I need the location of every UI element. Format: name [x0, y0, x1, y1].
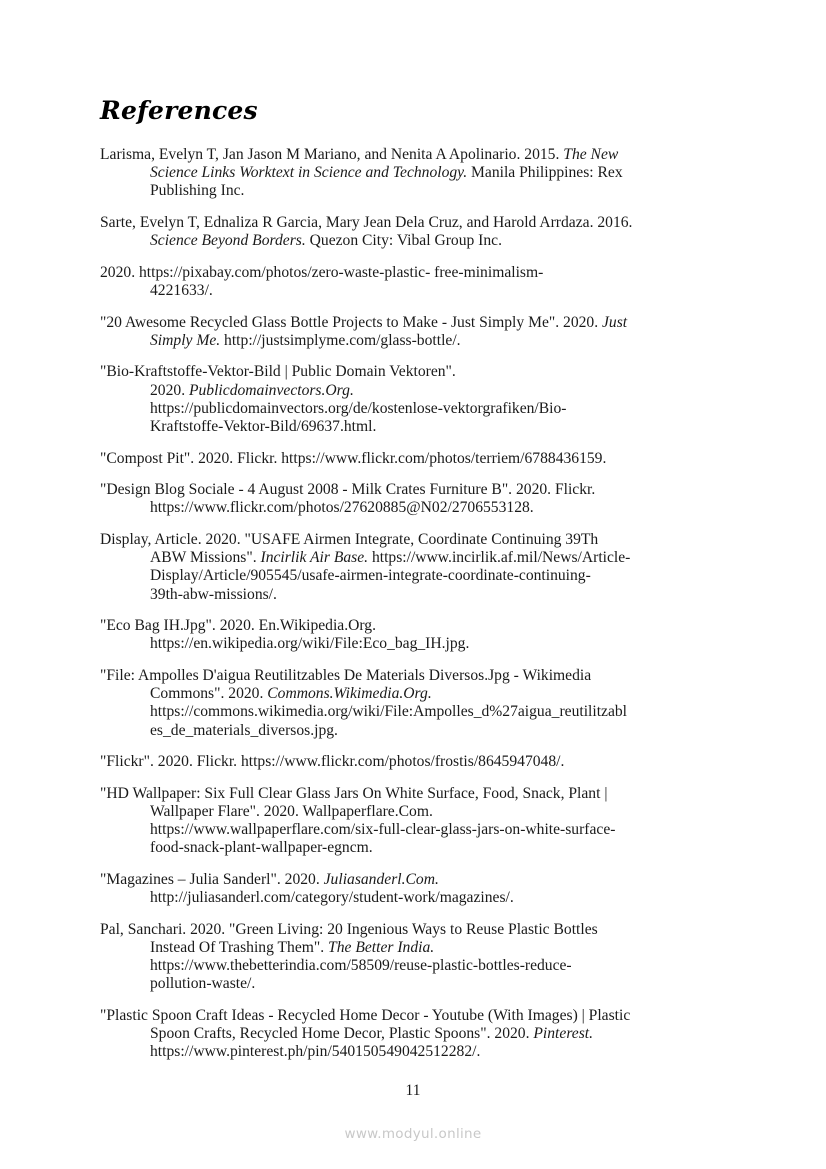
reference-line — [100, 889, 727, 907]
reference-italic-text: Science Beyond Borders. — [150, 232, 306, 250]
reference-text: https://publicdomainvectors.org/de/kostenlose-vektorgrafiken/Bio- — [150, 399, 567, 417]
reference-entry — [100, 785, 727, 858]
reference-italic-text: Publicdomainvectors.Org. — [188, 381, 354, 399]
reference-line — [100, 586, 727, 604]
reference-entry — [100, 264, 727, 300]
reference-text: Instead Of Trashing Them". — [150, 938, 329, 956]
reference-text: Manila Philippines: Rex — [467, 164, 623, 182]
reference-line — [100, 400, 727, 418]
reference-text: ABW Missions". — [150, 549, 261, 567]
reference-line — [100, 1006, 727, 1025]
reference-italic-text: Pinterest. — [533, 1025, 594, 1043]
reference-italic-text: The New — [563, 146, 619, 163]
reference-text: Pal, Sanchari. 2020. "Green Living: 20 Ingenious Ways to Reuse Plastic Bottles — [100, 920, 598, 938]
reference-italic-text: Simply Me. — [150, 331, 221, 349]
reference-line — [100, 753, 727, 771]
reference-line — [100, 263, 727, 282]
reference-text: "Bio-Kraftstoffe-Vektor-Bild | Public Domain Vektoren". — [100, 363, 456, 381]
reference-text: "Eco Bag IH.Jpg". 2020. En.Wikipedia.Org. — [100, 617, 376, 635]
reference-entry — [100, 871, 727, 907]
reference-text: "HD Wallpaper: Six Full Clear Glass Jars On White Surface, Food, Snack, Plant | — [100, 784, 608, 802]
reference-line — [100, 920, 727, 939]
reference-text: Sarte, Evelyn T, Ednaliza R Garcia, Mary Jean Dela Cruz, and Harold Arrdaza. 2016. — [100, 214, 633, 231]
reference-text: es_de_materials_diversos.jpg. — [150, 721, 338, 739]
reference-text: Spoon Crafts, Recycled Home Decor, Plastic Spoons". 2020. — [150, 1025, 534, 1043]
reference-line — [100, 449, 727, 468]
reference-entry — [100, 214, 727, 250]
reference-entry — [100, 450, 727, 468]
reference-line — [100, 839, 727, 857]
reference-text: https://www.pinterest.ph/pin/540150549042512282/. — [150, 1043, 481, 1061]
reference-line — [100, 232, 727, 250]
reference-entry — [100, 314, 727, 350]
reference-italic-text: Commons.Wikimedia.Org. — [267, 685, 432, 703]
reference-italic-text: The Better India. — [328, 938, 435, 956]
reference-text: http://juliasanderl.com/category/student-work/magazines/. — [150, 889, 514, 907]
reference-line — [100, 722, 727, 740]
reference-text: Publishing Inc. — [150, 182, 245, 200]
reference-text: https://www.incirlik.af.mil/News/Article- — [368, 549, 631, 567]
reference-line — [100, 146, 727, 164]
reference-line — [100, 870, 727, 889]
reference-text: https://commons.wikimedia.org/wiki/File:Ampolles_d%27aigua_reutilitzabl — [150, 703, 627, 721]
reference-line — [100, 164, 727, 182]
reference-text: "Plastic Spoon Craft Ideas - Recycled Home Decor - Youtube (With Images) | Plastic — [100, 1006, 631, 1024]
reference-text: https://www.wallpaperflare.com/six-full-clear-glass-jars-on-white-surface- — [150, 821, 616, 839]
reference-text: http://justsimplyme.com/glass-bottle/. — [220, 331, 461, 349]
reference-text: https://en.wikipedia.org/wiki/File:Eco_bag_IH.jpg. — [150, 635, 470, 653]
reference-line — [100, 1043, 727, 1061]
reference-text: "20 Awesome Recycled Glass Bottle Projects to Make - Just Simply Me". 2020. — [100, 313, 603, 331]
reference-text: pollution-waste/. — [150, 975, 256, 993]
reference-text: https://www.thebetterindia.com/58509/reuse-plastic-bottles-reduce- — [150, 957, 572, 975]
reference-line — [100, 382, 727, 400]
reference-line — [100, 975, 727, 993]
reference-line — [100, 182, 727, 200]
reference-entry — [100, 363, 727, 436]
reference-line — [100, 282, 727, 300]
reference-text: Quezon City: Vibal Group Inc. — [305, 232, 502, 250]
reference-line — [100, 499, 727, 517]
reference-text: Wallpaper Flare". 2020. Wallpaperflare.Com. — [150, 802, 433, 820]
reference-italic-text: Science Links Worktext in Science and Technology. — [150, 164, 468, 182]
reference-line — [100, 313, 727, 332]
reference-entry — [100, 617, 727, 653]
reference-line — [100, 567, 727, 585]
reference-entry — [100, 146, 727, 201]
reference-line — [100, 617, 727, 635]
reference-line — [100, 939, 727, 957]
reference-line — [100, 784, 727, 803]
reference-entry — [100, 667, 727, 740]
page-title: References — [100, 96, 258, 125]
reference-text: "Flickr". 2020. Flickr. https://www.flickr.com/photos/frostis/8645947048/. — [100, 753, 565, 771]
reference-entry — [100, 1007, 727, 1062]
reference-line — [100, 332, 727, 350]
reference-entry — [100, 481, 727, 517]
reference-text: 4221633/. — [150, 282, 213, 299]
reference-text: "Design Blog Sociale - 4 August 2008 - Milk Crates Furniture B". 2020. Flickr. — [100, 481, 596, 499]
reference-text: Kraftstoffe-Vektor-Bild/69637.html. — [150, 418, 377, 435]
reference-line — [100, 481, 727, 499]
reference-line — [100, 666, 727, 685]
reference-line — [100, 1025, 727, 1043]
reference-text: 39th-abw-missions/. — [150, 585, 277, 603]
reference-line — [100, 957, 727, 975]
reference-text: 2020. https://pixabay.com/photos/zero-waste-plastic- free-minimalism- — [100, 263, 544, 281]
reference-list — [100, 146, 727, 1075]
reference-text: Display, Article. 2020. "USAFE Airmen Integrate, Coordinate Continuing 39Th — [100, 530, 599, 548]
reference-line — [100, 685, 727, 703]
reference-entry — [100, 921, 727, 994]
reference-text: "Magazines – Julia Sanderl". 2020. — [100, 870, 324, 888]
reference-italic-text: Just — [602, 313, 628, 331]
reference-line — [100, 549, 727, 567]
reference-italic-text: Juliasanderl.Com. — [323, 870, 439, 888]
reference-italic-text: Incirlik Air Base. — [260, 549, 369, 567]
reference-entry — [100, 753, 727, 771]
reference-text: https://www.flickr.com/photos/27620885@N02/2706553128. — [150, 499, 534, 517]
reference-text: "File: Ampolles D'aigua Reutilitzables De Materials Diversos.Jpg - Wikimedia — [100, 666, 592, 684]
reference-line — [100, 803, 727, 821]
reference-line — [100, 418, 727, 436]
reference-line — [100, 703, 727, 721]
reference-text: Commons". 2020. — [150, 685, 268, 703]
reference-line — [100, 821, 727, 839]
reference-line — [100, 214, 727, 232]
reference-text: Larisma, Evelyn T, Jan Jason M Mariano, and Nenita A Apolinario. 2015. — [100, 146, 564, 163]
reference-entry — [100, 531, 727, 604]
reference-line — [100, 635, 727, 653]
reference-text: food-snack-plant-wallpaper-egncm. — [150, 839, 373, 857]
reference-text: 2020. — [150, 381, 189, 399]
reference-text: "Compost Pit". 2020. Flickr. https://www.flickr.com/photos/terriem/6788436159. — [100, 449, 607, 467]
reference-line — [100, 363, 727, 381]
page-number: 11 — [405, 1082, 421, 1099]
watermark: www.modyul.online — [344, 1126, 482, 1142]
reference-text: Display/Article/905545/usafe-airmen-integrate-coordinate-continuing- — [150, 567, 591, 585]
reference-line — [100, 530, 727, 549]
